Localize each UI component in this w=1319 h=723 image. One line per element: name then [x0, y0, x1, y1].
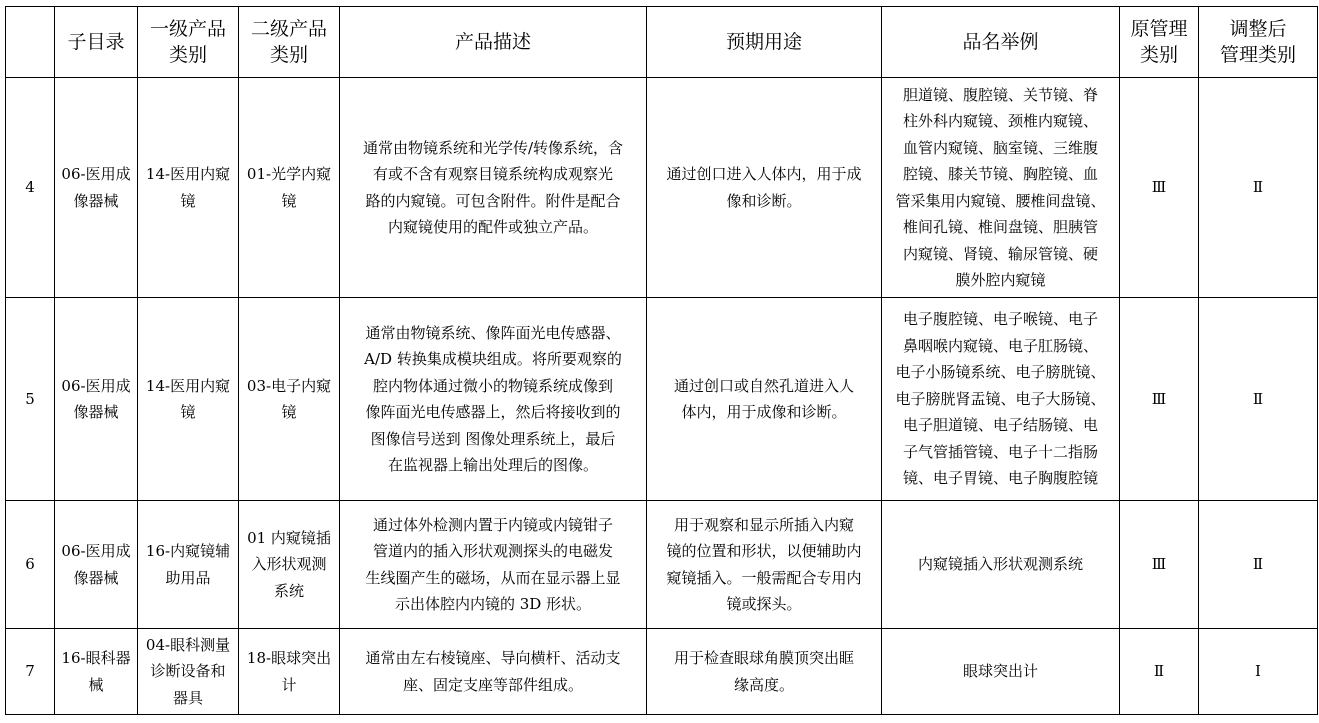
level2-category-cell: 01-光学内窥 镜	[239, 78, 340, 298]
header-no	[6, 7, 55, 78]
level1-category-cell: 16-内窥镜辅 助用品	[138, 501, 239, 629]
sub-catalog-cell: 06-医用成 像器械	[55, 78, 138, 298]
header-intended-use: 预期用途	[647, 7, 882, 78]
intended-use-cell: 用于检查眼球角膜顶突出眶 缘高度。	[647, 629, 882, 715]
examples-cell: 电子腹腔镜、电子喉镜、电子 鼻咽喉内窥镜、电子肛肠镜、 电子小肠镜系统、电子膀胱镜、 电子膀胱肾盂镜、电子大肠镜、 电子胆道镜、电子结肠镜、电 子气管插管镜、电子十二指肠 镜、电子胃镜、电子胸腹腔镜	[882, 298, 1120, 501]
examples-cell: 内窥镜插入形状观测系统	[882, 501, 1120, 629]
row-number: 5	[6, 298, 55, 501]
level2-category-cell: 18-眼球突出 计	[239, 629, 340, 715]
adjusted-class-cell: Ⅰ	[1199, 629, 1318, 715]
intended-use-cell: 通过创口进入人体内，用于成 像和诊断。	[647, 78, 882, 298]
row-number: 6	[6, 501, 55, 629]
adjusted-class-cell: Ⅱ	[1199, 298, 1318, 501]
description-cell: 通常由物镜系统、像阵面光电传感器、 A/D 转换集成模块组成。将所要观察的 腔内物体通过微小的物镜系统成像到 像阵面光电传感器上，然后将接收到的 图像信号送到 图像处理系统上，最后 在监视器上输出处理后的图像。	[340, 298, 647, 501]
table-row	[6, 78, 1318, 298]
table-row	[6, 298, 1318, 501]
examples-cell: 胆道镜、腹腔镜、关节镜、脊 柱外科内窥镜、颈椎内窥镜、 血管内窥镜、脑室镜、三维腹 腔镜、膝关节镜、胸腔镜、血 管采集用内窥镜、腰椎间盘镜、 椎间孔镜、椎间盘镜、胆胰管 内窥镜、肾镜、输尿管镜、硬 膜外腔内窥镜	[882, 78, 1120, 298]
table-row	[6, 501, 1318, 629]
device-classification-table	[5, 6, 1318, 715]
level1-category-cell: 14-医用内窥 镜	[138, 78, 239, 298]
header-original-class: 原管理 类别	[1120, 7, 1199, 78]
header-row	[6, 7, 1318, 78]
description-cell: 通常由左右棱镜座、导向横杆、活动支 座、固定支座等部件组成。	[340, 629, 647, 715]
sub-catalog-cell: 06-医用成 像器械	[55, 501, 138, 629]
row-number: 7	[6, 629, 55, 715]
original-class-cell: Ⅲ	[1120, 501, 1199, 629]
original-class-cell: Ⅲ	[1120, 78, 1199, 298]
level2-category-cell: 01 内窥镜插 入形状观测 系统	[239, 501, 340, 629]
level2-category-cell: 03-电子内窥 镜	[239, 298, 340, 501]
examples-cell: 眼球突出计	[882, 629, 1120, 715]
intended-use-cell: 通过创口或自然孔道进入人 体内，用于成像和诊断。	[647, 298, 882, 501]
table-row	[6, 629, 1318, 715]
row-number: 4	[6, 78, 55, 298]
header-level2-category: 二级产品 类别	[239, 7, 340, 78]
original-class-cell: Ⅱ	[1120, 629, 1199, 715]
description-cell: 通过体外检测内置于内镜或内镜钳子 管道内的插入形状观测探头的电磁发 生线圈产生的磁场，从而在显示器上显 示出体腔内内镜的 3D 形状。	[340, 501, 647, 629]
header-description: 产品描述	[340, 7, 647, 78]
header-adjusted-class: 调整后 管理类别	[1199, 7, 1318, 78]
header-examples: 品名举例	[882, 7, 1120, 78]
intended-use-cell: 用于观察和显示所插入内窥 镜的位置和形状，以便辅助内 窥镜插入。一般需配合专用内 镜或探头。	[647, 501, 882, 629]
header-level1-category: 一级产品 类别	[138, 7, 239, 78]
level1-category-cell: 14-医用内窥 镜	[138, 298, 239, 501]
sub-catalog-cell: 06-医用成 像器械	[55, 298, 138, 501]
level1-category-cell: 04-眼科测量 诊断设备和 器具	[138, 629, 239, 715]
header-sub-catalog: 子目录	[55, 7, 138, 78]
sub-catalog-cell: 16-眼科器 械	[55, 629, 138, 715]
original-class-cell: Ⅲ	[1120, 298, 1199, 501]
adjusted-class-cell: Ⅱ	[1199, 78, 1318, 298]
adjusted-class-cell: Ⅱ	[1199, 501, 1318, 629]
description-cell: 通常由物镜系统和光学传/转像系统，含 有或不含有观察目镜系统构成观察光 路的内窥镜。可包含附件。附件是配合 内窥镜使用的配件或独立产品。	[340, 78, 647, 298]
